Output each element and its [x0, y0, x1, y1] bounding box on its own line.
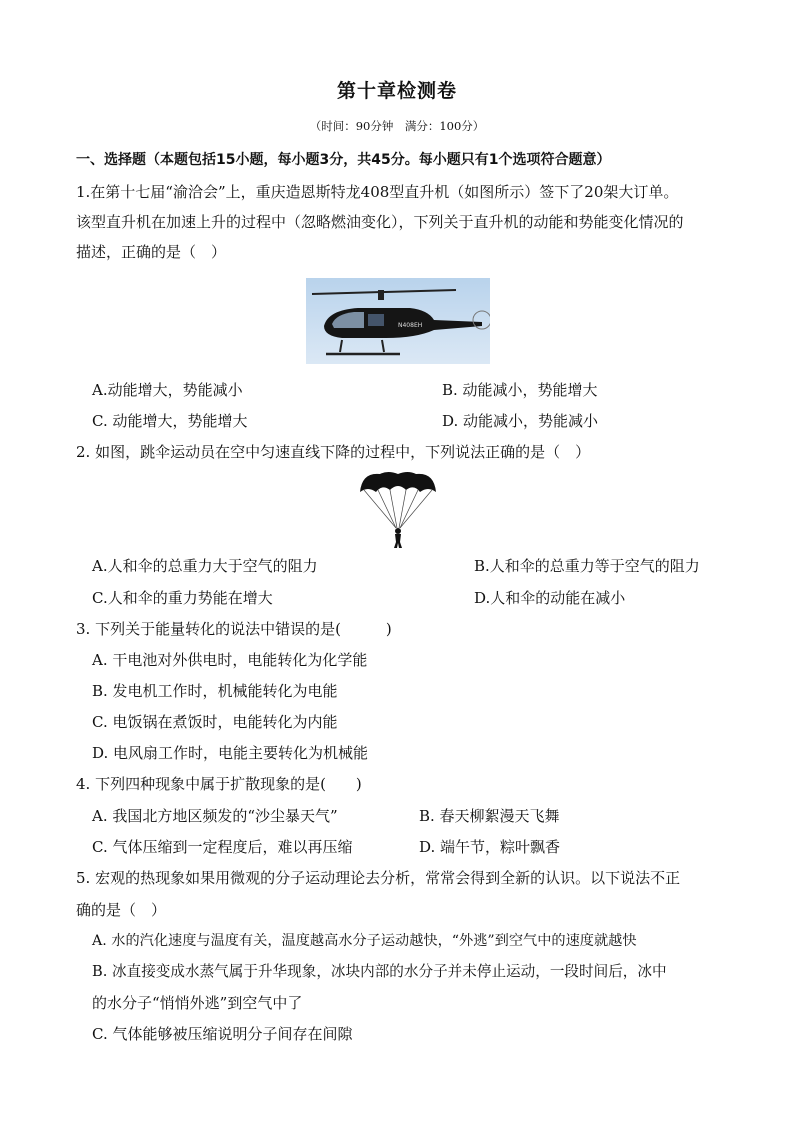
parachute-image [358, 470, 438, 550]
q4-option-a[interactable]: A. 我国北方地区频发的“沙尘暴天气” [92, 807, 338, 825]
q4-option-d[interactable]: D. 端午节，粽叶飘香 [419, 838, 561, 856]
q1-stem-line1: 1.在第十七届“渝洽会”上，重庆造恩斯特龙408型直升机（如图所示）签下了20架大订单。 [76, 183, 679, 201]
page-title: 第十章检测卷 [336, 80, 457, 102]
q5-option-c[interactable]: C. 气体能够被压缩说明分子间存在间隙 [92, 1025, 353, 1043]
q1-stem-line3: 描述，正确的是（ ） [76, 243, 227, 261]
q5-stem-line1: 5. 宏观的热现象如果用微观的分子运动理论去分析，常常会得到全新的认识。以下说法不正 [76, 869, 681, 887]
q3-stem: 3. 下列关于能量转化的说法中错误的是( ) [76, 620, 392, 638]
q3-option-a[interactable]: A. 干电池对外供电时，电能转化为化学能 [92, 651, 368, 669]
helicopter-image [306, 278, 490, 364]
q3-option-d[interactable]: D. 电风扇工作时，电能主要转化为机械能 [92, 744, 369, 762]
q5-option-b-line2[interactable]: 的水分子“悄悄外逃”到空气中了 [92, 994, 303, 1012]
q5-stem-line2: 确的是（ ） [76, 901, 167, 919]
q1-option-b[interactable]: B. 动能减小，势能增大 [442, 381, 598, 399]
q4-stem: 4. 下列四种现象中属于扩散现象的是( ) [76, 775, 362, 793]
exam-time-score: （时间：90分钟 满分：100分） [309, 119, 485, 133]
q2-option-d[interactable]: D.人和伞的动能在减小 [474, 589, 626, 607]
q2-option-a[interactable]: A.人和伞的总重力大于空气的阻力 [92, 557, 318, 575]
q2-option-b[interactable]: B.人和伞的总重力等于空气的阻力 [474, 557, 700, 575]
q1-stem-line2: 该型直升机在加速上升的过程中（忽略燃油变化），下列关于直升机的动能和势能变化情况的 [76, 213, 684, 231]
section-heading: 一、选择题（本题包括15小题，每小题3分，共45分。每小题只有1个选项符合题意） [76, 152, 611, 168]
q2-option-c[interactable]: C.人和伞的重力势能在增大 [92, 589, 273, 607]
q3-option-b[interactable]: B. 发电机工作时，机械能转化为电能 [92, 682, 338, 700]
q1-option-c[interactable]: C. 动能增大，势能增大 [92, 412, 248, 430]
q1-option-d[interactable]: D. 动能减小，势能减小 [442, 412, 599, 430]
helicopter-registration: N408EH [398, 322, 423, 329]
q4-option-b[interactable]: B. 春天柳絮漫天飞舞 [419, 807, 560, 825]
q2-stem: 2. 如图，跳伞运动员在空中匀速直线下降的过程中，下列说法正确的是（ ） [76, 443, 591, 461]
q3-option-c[interactable]: C. 电饭锅在煮饭时，电能转化为内能 [92, 713, 338, 731]
q5-option-a[interactable]: A. 水的汽化速度与温度有关，温度越高水分子运动越快，“外逃”到空气中的速度就越快 [92, 933, 637, 949]
q4-option-c[interactable]: C. 气体压缩到一定程度后，难以再压缩 [92, 838, 353, 856]
q1-option-a[interactable]: A.动能增大，势能减小 [92, 381, 243, 399]
q5-option-b-line1[interactable]: B. 冰直接变成水蒸气属于升华现象，冰块内部的水分子并未停止运动，一段时间后，冰中 [92, 963, 667, 980]
